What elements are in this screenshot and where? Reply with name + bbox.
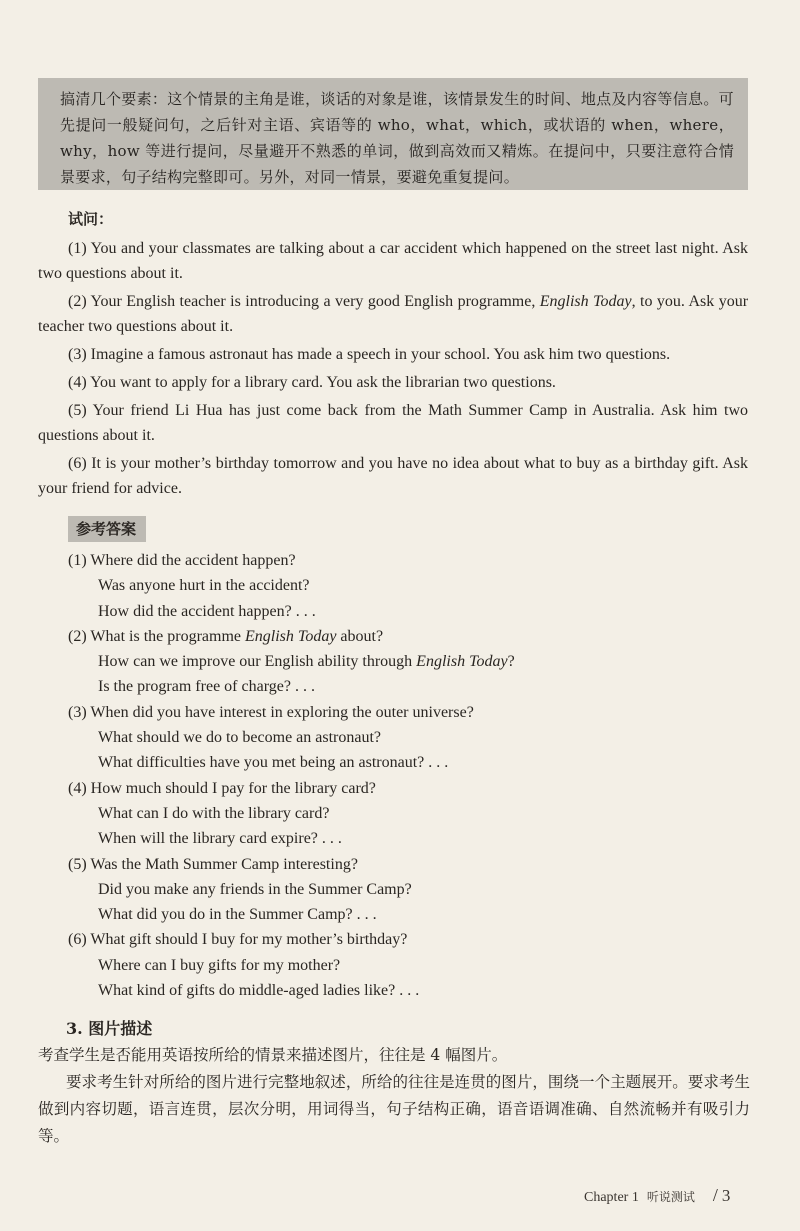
section-3-para-1 — [38, 1042, 750, 1069]
question-text: Your friend Li Hua has just come back from the Math Summer Camp in Australia. Ask him two questions about it. — [38, 402, 749, 444]
chapter-label: Chapter 1 — [584, 1190, 639, 1205]
answers-list — [68, 548, 748, 1003]
answer-number: (5) — [68, 855, 87, 873]
answer-group — [68, 700, 748, 776]
answer-line: Was anyone hurt in the accident? — [98, 577, 310, 595]
answer-line: about? — [336, 627, 384, 645]
question-item — [38, 370, 748, 395]
programme-name: English Today — [416, 653, 508, 671]
section-3-para-2 — [38, 1069, 750, 1150]
answer-line: Is the program free of charge? . . . — [98, 678, 315, 696]
section-3-title: 3. 图片描述 — [66, 1019, 153, 1038]
answer-line: What difficulties have you met being an astronaut? . . . — [98, 754, 449, 772]
questions-list — [38, 236, 748, 501]
answer-line: ? — [507, 653, 515, 671]
page-number: 3 — [721, 1186, 731, 1205]
answer-line: How did the accident happen? . . . — [98, 602, 316, 620]
answer-line: When will the library card expire? . . . — [98, 830, 342, 848]
answer-line: What kind of gifts do middle-aged ladies like? . . . — [98, 982, 420, 1000]
answer-number: (3) — [68, 703, 87, 721]
answer-group — [68, 927, 748, 1003]
answer-line: How much should I pay for the library card? — [90, 779, 376, 797]
answer-line: Where did the accident happen? — [90, 552, 296, 569]
question-text: , to you. Ask your teacher two questions about it. — [38, 293, 749, 335]
questions-heading: 试问： — [68, 210, 114, 228]
answer-line: When did you have interest in exploring the outer universe? — [90, 703, 474, 721]
answer-number: (4) — [68, 779, 87, 797]
question-text: You and your classmates are talking about a car accident which happened on the street last night. Ask two questions about it. — [38, 240, 749, 282]
answer-line: What gift should I buy for my mother’s birthday? — [90, 931, 408, 949]
programme-name: English Today — [245, 627, 337, 645]
answer-line: What did you do in the Summer Camp? . . . — [98, 906, 377, 924]
answer-line: Where can I buy gifts for my mother? — [98, 956, 341, 974]
question-text: Imagine a famous astronaut has made a speech in your school. You ask him two questions. — [90, 346, 671, 363]
answer-number: (2) — [68, 627, 87, 645]
question-text: You want to apply for a library card. You ask the librarian two questions. — [90, 374, 556, 391]
question-text: Your English teacher is introducing a very good English programme, — [90, 293, 540, 310]
question-number: (5) — [68, 402, 87, 419]
question-item — [38, 342, 748, 367]
question-number: (4) — [68, 374, 87, 391]
page-footer — [584, 1185, 730, 1206]
answer-line: Did you make any friends in the Summer Camp? — [98, 880, 412, 898]
programme-name: English Today — [539, 293, 632, 310]
answer-group — [68, 776, 748, 852]
answer-line: What can I do with the library card? — [98, 804, 330, 822]
answer-line: What is the programme — [90, 627, 245, 645]
question-text: It is your mother’s birthday tomorrow and you have no idea about what to buy as a birthday gift. Ask your friend for advice. — [38, 455, 749, 497]
tip-box — [38, 78, 748, 190]
answer-line: What should we do to become an astronaut? — [98, 729, 382, 747]
question-number: (3) — [68, 346, 87, 363]
tip-text: 搞清几个要素：这个情景的主角是谁，谈话的对象是谁，该情景发生的时间、地点及内容等信息。可先提问一般疑问句，之后针对主语、宾语等的 who，what，which，或状语的 when，where，why，how 等进行提问，尽量避开不熟悉的单词，做到高效而又精炼。在提问中，只要注意符合情景要求，句子结构完整即可。另外，对同一情景，要避免重复提问。 — [60, 90, 734, 186]
question-item — [38, 398, 748, 448]
chapter-title: 听说测试 — [646, 1190, 695, 1204]
answer-line: How can we improve our English ability through — [98, 653, 417, 671]
answer-number: (6) — [68, 931, 87, 949]
question-item — [38, 289, 748, 339]
answers-heading: 参考答案 — [68, 516, 146, 542]
answer-group — [68, 548, 748, 624]
question-number: (2) — [68, 293, 87, 310]
question-item — [38, 451, 748, 501]
answer-line: Was the Math Summer Camp interesting? — [90, 855, 358, 873]
paragraph-text: 考查学生是否能用英语按所给的情景来描述图片，往往是 4 幅图片。 — [38, 1046, 508, 1064]
answer-group — [68, 852, 748, 928]
footer-separator: / — [712, 1185, 718, 1205]
answer-number: (1) — [68, 552, 87, 569]
paragraph-text: 要求考生针对所给的图片进行完整地叙述，所给的往往是连贯的图片，围绕一个主题展开。要求考生做到内容切题，语言连贯，层次分明，用词得当，句子结构正确，语音语调准确、自然流畅并有吸引力等。 — [38, 1073, 750, 1145]
question-number: (1) — [68, 240, 87, 257]
question-number: (6) — [68, 455, 87, 472]
question-item — [38, 236, 748, 286]
answer-group — [68, 624, 748, 700]
